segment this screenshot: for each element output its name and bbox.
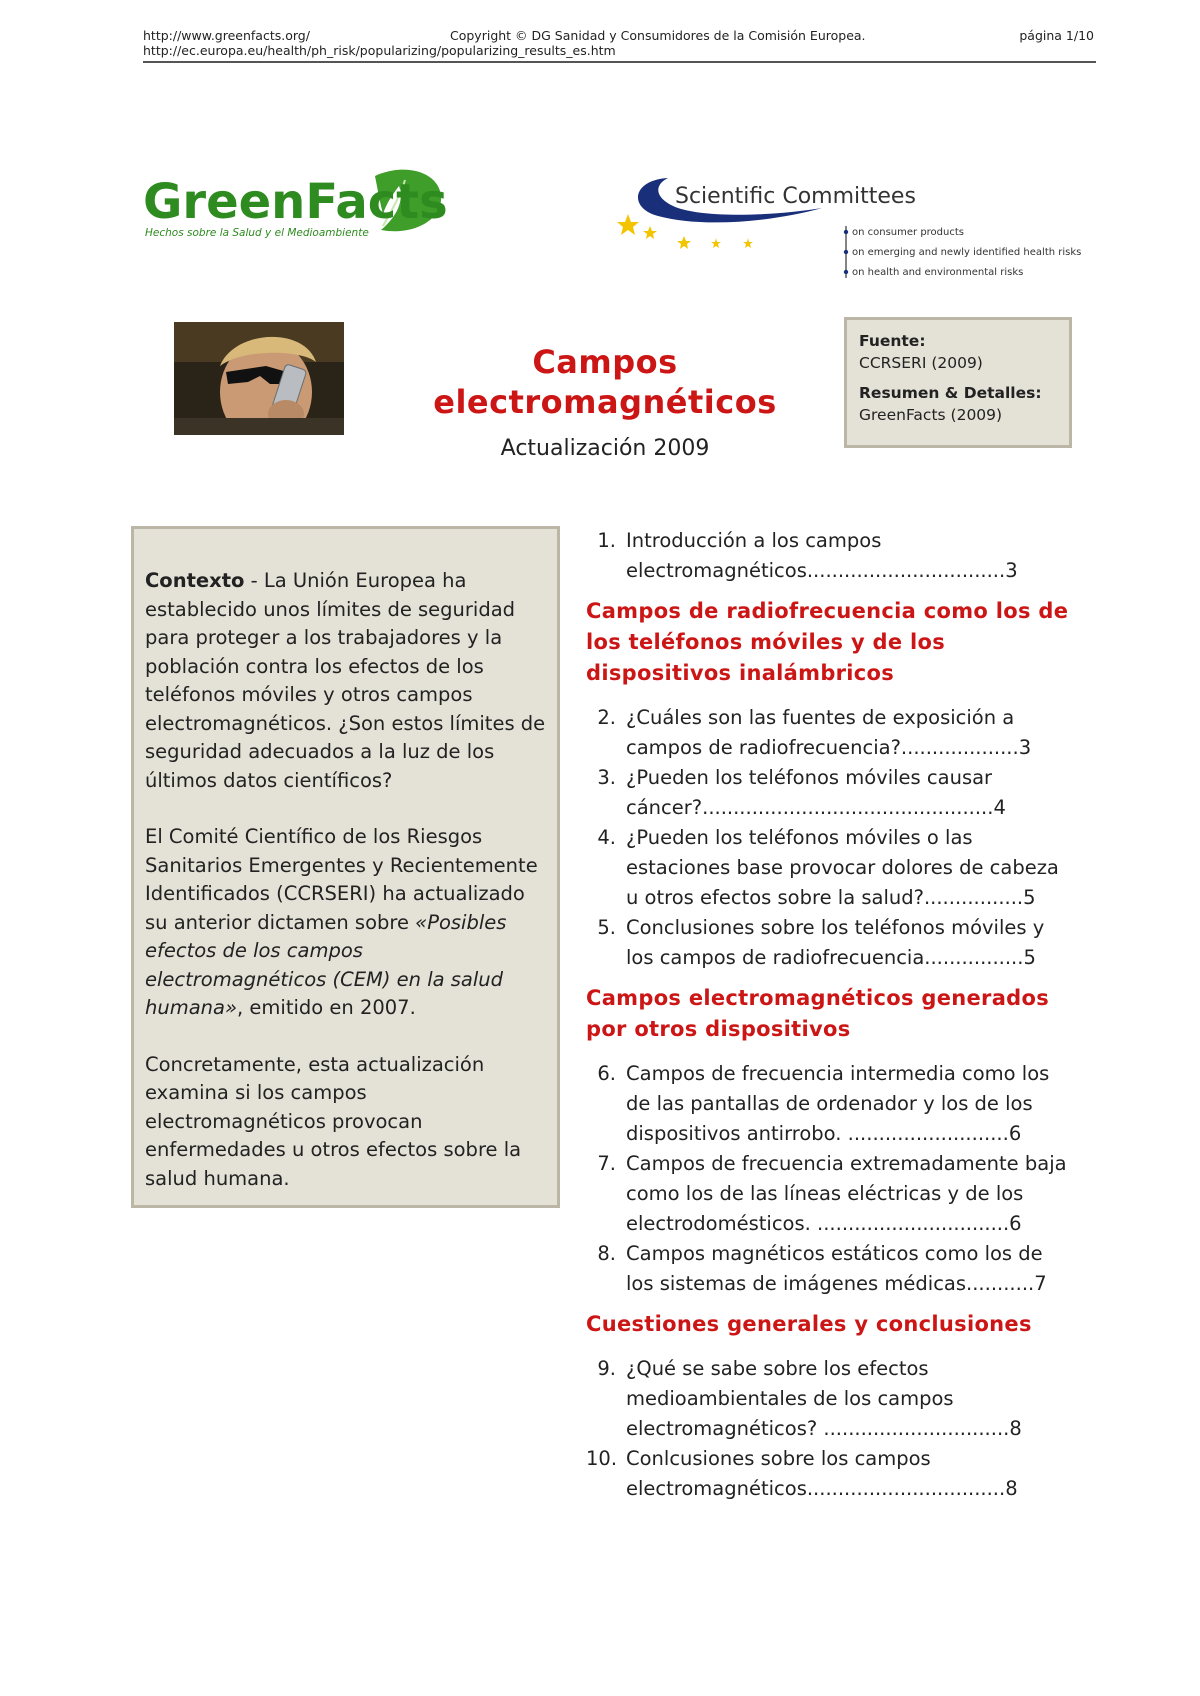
toc-number: 10. [586,1447,618,1470]
context-box [131,526,560,1208]
toc-section-heading: Campos de radiofrecuencia como los de los teléfonos móviles y de los dispositivos inalámbricos [586,599,1069,685]
table-of-contents [586,526,1080,1504]
source-label: Fuente: [859,332,926,350]
greenfacts-tagline: Hechos sobre la Salud y el Medioambiente [145,227,369,239]
source-value: CCRSERI (2009) [859,354,983,372]
greenfacts-logo [143,168,448,248]
toc-section-heading: Cuestiones generales y conclusiones [586,1312,1032,1336]
toc-number: 2. [597,706,616,729]
page-number: página 1/10 [1019,28,1094,43]
header-url[interactable]: http://www.greenfacts.org/ [143,28,310,43]
page-header [143,24,1096,63]
toc-item[interactable]: 5. Conclusiones sobre los teléfonos móviles y los campos de radiofrecuencia................5 [586,913,1080,973]
context-paragraph: Concretamente, esta actualización examina si los campos electromagnéticos provocan enfermedades u otros efectos sobre la salud humana. [145,1052,522,1190]
toc-item[interactable]: 3. ¿Pueden los teléfonos móviles causar cáncer?...............................................4 [586,763,1080,823]
toc-section-heading: Campos electromagnéticos generados por otros dispositivos [586,986,1050,1041]
toc-item[interactable]: 8. Campos magnéticos estáticos como los de los sistemas de imágenes médicas...........7 [586,1239,1080,1299]
context-paragraph: Contexto - La Unión Europea ha establecido unos límites de seguridad para proteger a los trabajadores y la población contra los efectos de los teléfonos móviles y otros campos electromagnéticos. ¿Son estos límites de seguridad adecuados a la luz de los últimos datos científicos? [145,569,546,792]
scientific-committees-logo [612,172,1082,282]
opinion-title: «Posibles efectos de los campos electromagnéticos (CEM) en la salud humana» [145,910,507,1019]
summary-label: Resumen & Detalles: [859,384,1042,402]
context-paragraph: El Comité Científico de los Riesgos Sanitarios Emergentes y Recientemente Identificados (CCRSERI) ha actualizado su anterior dictamen sobre «Posibles efectos de los campos electromagnéticos (CEM) en la salud humana», emitido en 2007. [145,825,538,1019]
person-on-phone-photo [174,322,344,435]
greenfacts-wordmark: GreenFacts [143,174,448,230]
header-copyright: Copyright © DG Sanidad y Consumidores de la Comisión Europea. [450,28,866,43]
page-subtitle: Actualización 2009 [500,436,710,461]
source-box [844,317,1072,448]
toc-number: 6. [597,1062,616,1085]
toc-number: 1. [597,529,616,552]
toc-item[interactable]: 4. ¿Pueden los teléfonos móviles o las estaciones base provocar dolores de cabeza u otros efectos sobre la salud?................5 [586,823,1080,913]
context-lead: Contexto [145,569,245,592]
summary-value: GreenFacts (2009) [859,406,1003,424]
sc-item: on emerging and newly identified health risks [852,247,1082,258]
toc-number: 8. [597,1242,616,1265]
toc-number: 4. [597,826,616,849]
toc-item[interactable]: 6. Campos de frecuencia intermedia como los de las pantallas de ordenador y los de los dispositivos antirrobo. ..........................6 [586,1059,1080,1149]
page-title [410,342,800,422]
toc-item[interactable]: 9. ¿Qué se sabe sobre los efectos medioambientales de los campos electromagnéticos? ..............................8 [586,1354,1080,1444]
toc-number: 3. [597,766,616,789]
sc-wordmark: Scientific Committees [675,184,916,209]
sc-item: on consumer products [852,227,964,238]
sc-item: on health and environmental risks [852,267,1024,278]
toc-item[interactable]: 10. Conlcusiones sobre los campos electromagnéticos................................8 [586,1444,1080,1504]
toc-item[interactable]: 7. Campos de frecuencia extremadamente baja como los de las líneas eléctricas y de los electrodomésticos. ...............................6 [586,1149,1080,1239]
toc-item[interactable]: 1. Introducción a los campos electromagnéticos................................3 [586,526,1080,586]
title-line-2: electromagnéticos [433,383,777,421]
toc-number: 5. [597,916,616,939]
header-url-secondary[interactable]: http://ec.europa.eu/health/ph_risk/popularizing/popularizing_results_es.htm [143,43,616,58]
toc-number: 7. [597,1152,616,1175]
toc-item[interactable]: 2. ¿Cuáles son las fuentes de exposición a campos de radiofrecuencia?...................3 [586,703,1080,763]
toc-number: 9. [597,1357,616,1380]
title-line-1: Campos [532,343,678,381]
